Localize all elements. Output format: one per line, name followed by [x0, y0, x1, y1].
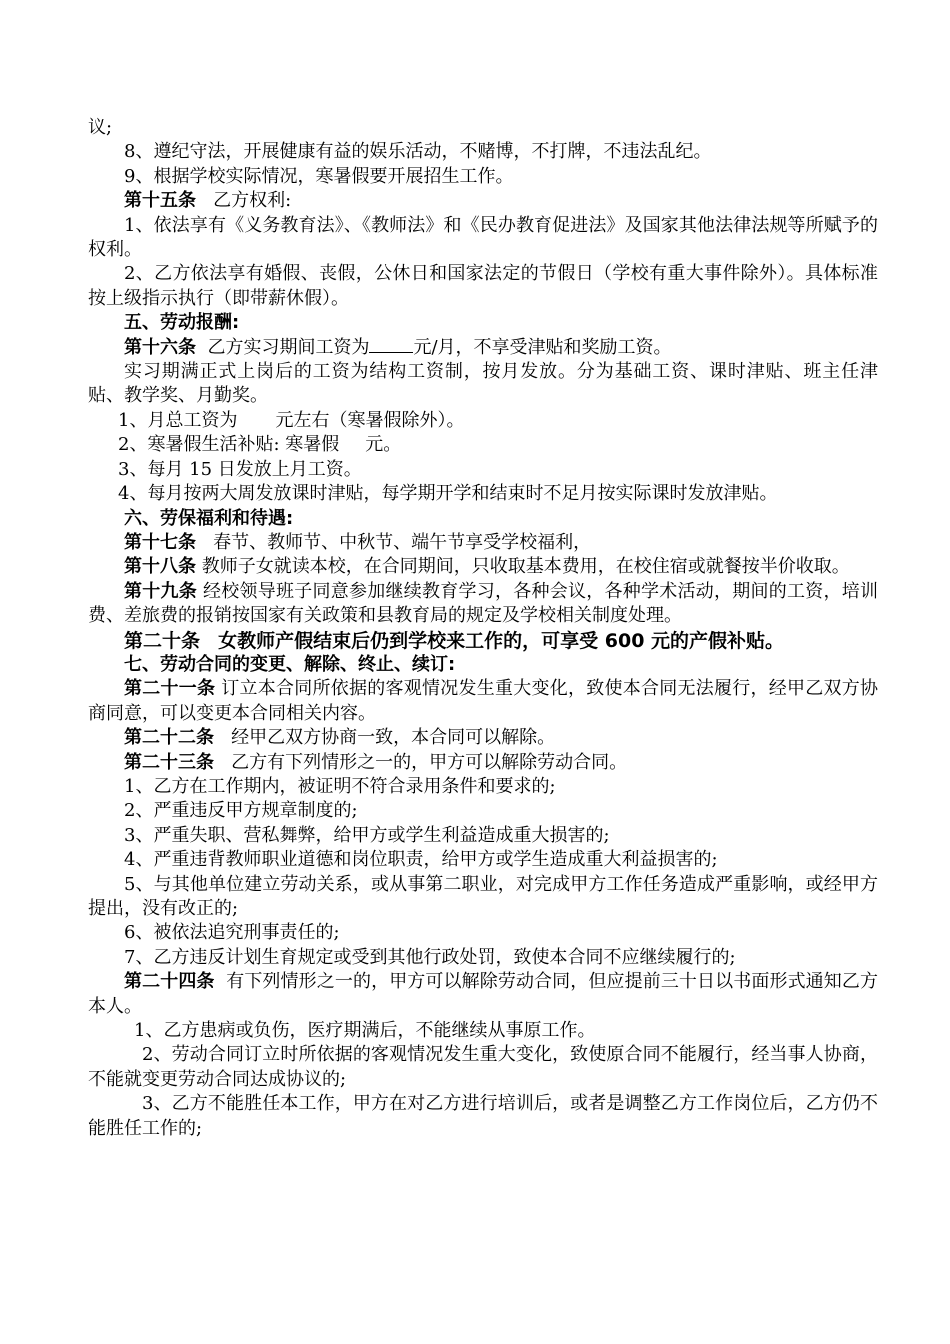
right-item-1: 1、依法享有《义务教育法》、《教师法》和《民办教育促进法》及国家其他法律法规等所赋予的权利。: [88, 214, 878, 261]
article-23-text: 乙方有下列情形之一的，甲方可以解除劳动合同。: [231, 751, 628, 773]
pay-structure: 实习期满正式上岗后的工资为结构工资制，按月发放。分为基础工资、课时津贴、班主任津贴、教学奖、月勤奖。: [88, 361, 878, 407]
article-19-title: 第十九条: [124, 580, 198, 602]
right-item-2: 2、乙方依法享有婚假、丧假，公休日和国家法定的节假日（学校有重大事件除外）。具体标准按上级指示执行（即带薪休假）。: [88, 263, 878, 309]
section-7-heading: 七、劳动合同的变更、解除、终止、续订:: [124, 653, 456, 675]
notice-item-3: 3、乙方不能胜任本工作，甲方在对乙方进行培训后，或者是调整乙方工作岗位后，乙方仍不能胜任工作的;: [88, 1093, 878, 1139]
article-21-title: 第二十一条: [124, 678, 216, 700]
termination-item-5: 5、与其他单位建立劳动关系，或从事第二职业，对完成甲方工作任务造成严重影响，或经甲方提出，没有改正的;: [88, 873, 878, 919]
termination-item-7: 7、乙方违反计划生育规定或受到其他行政处罚，致使本合同不应继续履行的;: [124, 946, 736, 968]
document-page: [88, 116, 878, 1141]
pay-item-2: [88, 433, 878, 457]
pay-item-1: [88, 409, 878, 433]
termination-item-3: 3、严重失职、营私舞弊，给甲方或学生利益造成重大损害的;: [124, 824, 610, 846]
article-21: [88, 677, 878, 726]
article-19-text: 经校领导班子同意参加继续教育学习，各种会议，各种学术活动，期间的工资，培训费、差旅费的报销按国家有关政策和县教育局的规定及学校相关制度处理。: [88, 580, 879, 627]
article-22: [88, 726, 878, 750]
article-16-title: 第十六条: [124, 336, 196, 358]
pay-item-1-a: 1、月总工资为: [118, 409, 238, 431]
article-16: [88, 336, 878, 360]
article-19: [88, 580, 878, 629]
article-15-text: 乙方权利:: [213, 190, 292, 212]
pay-item-2-a: 2、寒暑假生活补贴: 寒暑假: [118, 434, 340, 456]
article-22-text: 经甲乙双方协商一致，本合同可以解除。: [231, 727, 556, 749]
article-24: [88, 970, 878, 1019]
article-18: [88, 555, 878, 579]
article-18-text: 教师子女就读本校，在合同期间，只收取基本费用，在校住宿或就餐按半价收取。: [201, 556, 850, 578]
pay-item-1-b: 元左右（寒暑假除外）。: [275, 409, 465, 431]
notice-item-1: 1、乙方患病或负伤，医疗期满后，不能继续从事原工作。: [134, 1020, 596, 1042]
article-16-text-b: 元/月，不享受津贴和奖励工资。: [413, 336, 672, 358]
section-5-heading: 五、劳动报酬:: [124, 312, 240, 334]
line-continuation: 议;: [88, 117, 113, 138]
notice-item-2: 2、劳动合同订立时所依据的客观情况发生重大变化，致使原合同不能履行，经当事人协商，不能就变更劳动合同达成协议的;: [88, 1044, 878, 1090]
termination-item-2: 2、严重违反甲方规章制度的;: [124, 800, 358, 822]
salary-blank: [369, 336, 413, 353]
article-22-title: 第二十二条: [124, 727, 214, 749]
article-17: [88, 531, 878, 555]
termination-item-4: 4、严重违背教师职业道德和岗位职责，给甲方或学生造成重大利益损害的;: [124, 849, 718, 871]
article-15-title: 第十五条: [124, 190, 196, 212]
duty-item-9: 9、根据学校实际情况，寒暑假要开展招生工作。: [124, 165, 514, 187]
article-18-title: 第十八条: [124, 556, 196, 578]
article-20-title: 第二十条: [124, 629, 201, 652]
article-15: [88, 189, 878, 213]
article-21-text: 订立本合同所依据的客观情况发生重大变化，致使本合同无法履行，经甲乙双方协商同意，可以变更本合同相关内容。: [88, 678, 879, 724]
pay-item-3: 3、每月 15 日发放上月工资。: [118, 458, 362, 480]
pay-item-4: 4、每月按两大周发放课时津贴，每学期开学和结束时不足月按实际课时发放津贴。: [118, 483, 778, 505]
article-17-text: 春节、教师节、中秋节、端午节享受学校福利，: [213, 531, 592, 553]
termination-item-1: 1、乙方在工作期内，被证明不符合录用条件和要求的;: [124, 775, 556, 797]
article-23: [88, 751, 878, 775]
article-24-text: 有下列情形之一的，甲方可以解除劳动合同，但应提前三十日以书面形式通知乙方本人。: [88, 971, 879, 1017]
pay-item-2-b: 元。: [365, 434, 402, 456]
article-23-title: 第二十三条: [124, 751, 214, 773]
article-17-title: 第十七条: [124, 531, 196, 553]
article-24-title: 第二十四条: [124, 971, 215, 993]
duty-item-8: 8、遵纪守法，开展健康有益的娱乐活动，不赌博，不打牌，不违法乱纪。: [124, 141, 712, 163]
section-6-heading: 六、劳保福利和待遇:: [124, 507, 294, 529]
termination-item-6: 6、被依法追究刑事责任的;: [124, 922, 340, 944]
article-20-text: 女教师产假结束后仍到学校来工作的，可享受 600 元的产假补贴。: [218, 629, 785, 652]
article-16-text-a: 乙方实习期间工资为: [207, 336, 370, 358]
article-20: [88, 629, 878, 653]
